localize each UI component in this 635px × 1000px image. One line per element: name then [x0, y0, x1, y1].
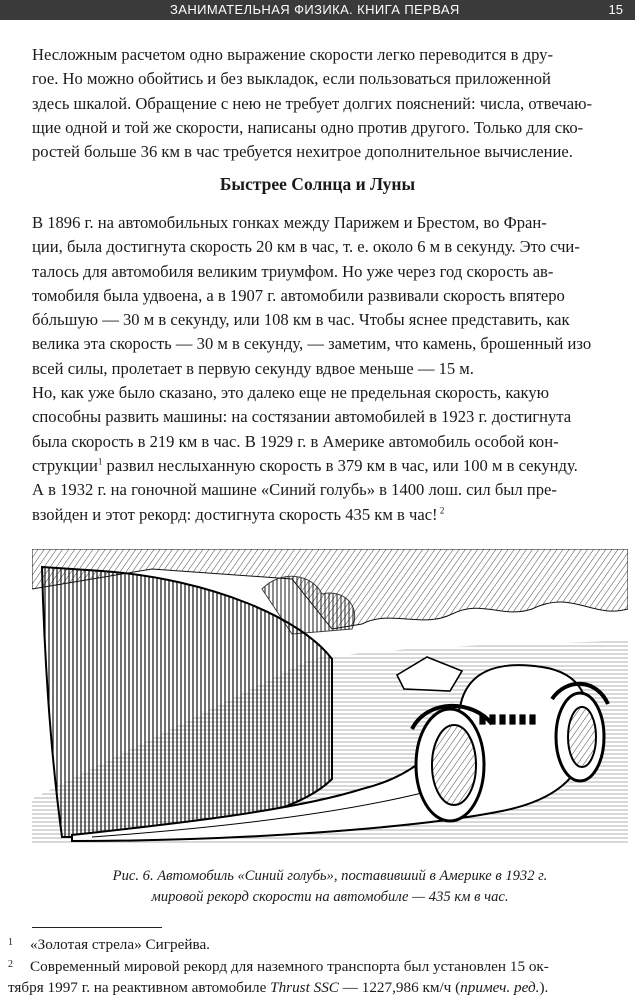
footnote-text: — 1227,986 км/ч ( — [338, 978, 461, 996]
footnote-line — [8, 978, 628, 999]
text-line — [32, 454, 627, 478]
text-line: А в 1932 г. на гоночной машине «Синий голубь» в 1400 лош. сил был пре- — [32, 480, 557, 500]
footnote-mark: 1 — [8, 937, 13, 948]
text-line — [32, 503, 627, 527]
text-line: Несложным расчетом одно выражение скорости легко переводится в дру- — [32, 45, 553, 64]
footnote-ref-1[interactable]: 1 — [97, 456, 103, 467]
caption-line: мировой рекорд скорости на автомобиле — 435 км в час. — [151, 889, 509, 905]
footnote-line — [8, 955, 628, 978]
body-text — [32, 211, 627, 527]
footnote-mark: 2 — [8, 959, 13, 970]
footnote-italic: примеч. ред. — [460, 978, 540, 996]
text-line: томобиля была удвоена, а в 1907 г. автомобили развивали скорость впятеро — [32, 285, 565, 305]
text-line: Но, как уже было сказано, это далеко еще не предельная скорость, какую — [32, 383, 550, 403]
text-line: гое. Но можно обойтись и без выкладок, если пользоваться приложенной — [32, 69, 551, 89]
figure-caption — [40, 866, 620, 908]
text-fragment: струкции — [32, 455, 98, 475]
footnote-text: Современный мировой рекорд для наземного транспорта был установлен 15 ок- — [30, 958, 549, 975]
footnote-ref-2[interactable]: 2 — [437, 505, 445, 516]
footnote-2 — [8, 955, 628, 998]
running-header — [0, 0, 635, 20]
caption-line: Рис. 6. Автомобиль «Синий голубь», поставивший в Америке в 1932 г. — [112, 868, 548, 884]
footnote-text: ). — [539, 978, 549, 996]
blue-bird-car-illustration — [32, 549, 628, 843]
text-line: здесь шкалой. Обращение с нею не требует долгих пояснений: числа, отвечаю- — [32, 93, 593, 113]
footnote-1 — [8, 933, 628, 956]
page-number: 15 — [608, 2, 623, 17]
footnote-text: тября 1997 г. на реактивном автомобиле — [8, 978, 271, 996]
footnote-divider — [32, 927, 162, 928]
text-line: бóльшую — 30 м в секунду, или 108 км в час. Чтобы яснее представить, как — [32, 310, 570, 330]
text-line: талось для автомобиля великим триумфом. Но уже через год скорость ав- — [32, 261, 554, 281]
text-line: щие одной и той же скорости, написаны одно против другого. Только для ско- — [32, 117, 584, 137]
text-line: ростей больше 36 км в час требуется нехитрое дополнительное вычисление. — [32, 142, 573, 162]
text-line: В 1896 г. на автомобильных гонках между Парижем и Брестом, во Фран- — [32, 213, 547, 232]
section-heading: Быстрее Солнца и Луны — [219, 174, 416, 194]
intro-paragraph — [32, 43, 627, 164]
text-line: была скорость в 219 км в час. В 1929 г. в Америке автомобиль особой кон- — [32, 431, 559, 451]
text-line: ции, была достигнута скорость 20 км в час, т. е. около 6 м в секунду. Это счи- — [32, 237, 580, 257]
footnote-text: «Золотая стрела» Сигрейва. — [30, 936, 210, 953]
footnote-italic: Thrust SSC — [270, 978, 339, 996]
text-fragment: развил неслыханную скорость в 379 км в час, или 100 м в секунду. — [102, 455, 578, 475]
text-line: велика эта скорость — 30 м в секунду, — заметим, что камень, брошенный изо — [32, 334, 592, 354]
book-title: ЗАНИМАТЕЛЬНАЯ ФИЗИКА. КНИГА ПЕРВАЯ — [170, 2, 460, 17]
text-line: всей силы, пролетает в первую секунду вдвое меньше — 15 м. — [32, 358, 474, 378]
text-fragment: взойден и этот рекорд: достигнута скорость 435 км в час! — [32, 504, 438, 524]
text-line: способны развить машины: на состязании автомобилей в 1923 г. достигнута — [32, 407, 572, 427]
